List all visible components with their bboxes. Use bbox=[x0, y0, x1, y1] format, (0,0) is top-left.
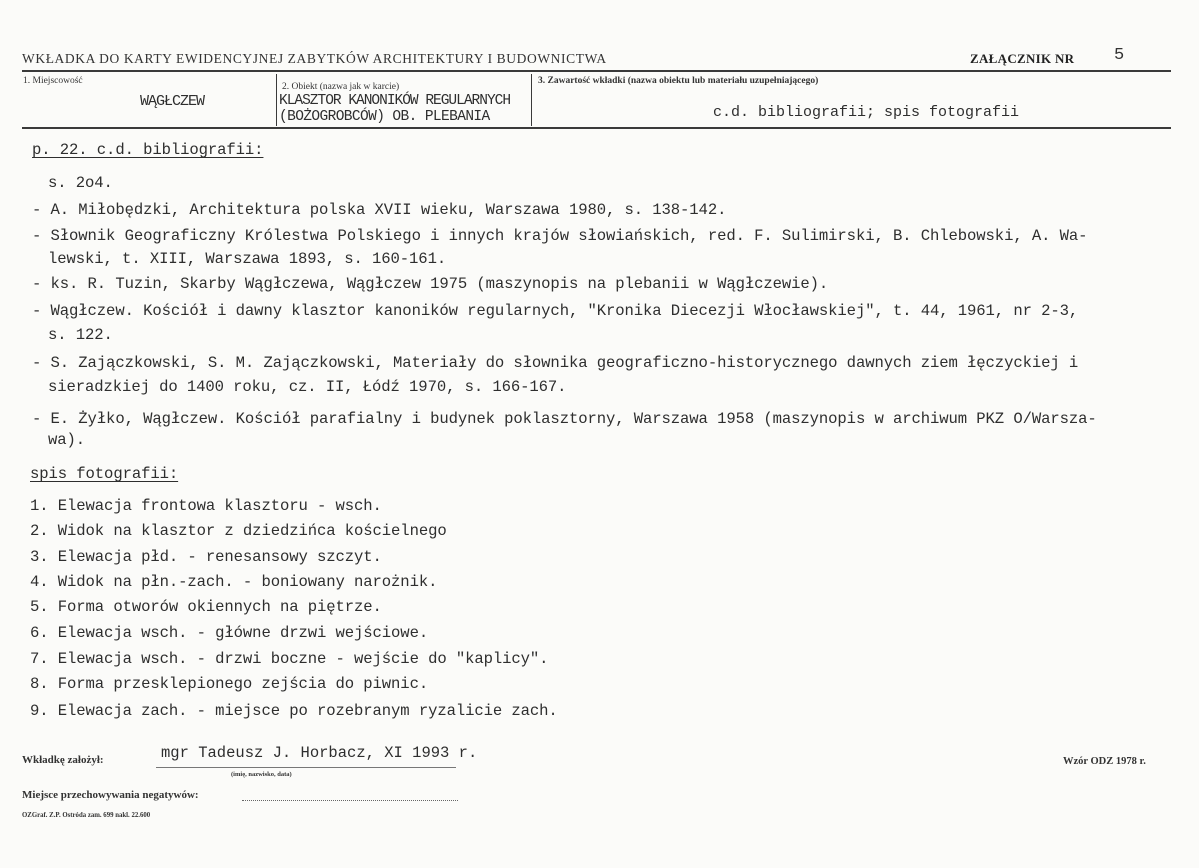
author-value: mgr Tadeusz J. Horbacz, XI 1993 r. bbox=[161, 744, 478, 762]
field-1-label: 1. Miejscowość bbox=[23, 76, 83, 86]
bib-line: - S. Zajączkowski, S. M. Zajączkowski, Materiały do słownika geograficzno-historycznego dawnych ziem łęczyckiej i bbox=[32, 354, 1079, 372]
negatives-underline bbox=[242, 800, 458, 801]
bib-line: - E. Żyłko, Wągłczew. Kościół parafialny i budynek poklasztorny, Warszawa 1958 (maszynopis w archiwum PKZ O/Warsza- bbox=[32, 410, 1097, 428]
field-divider-1 bbox=[276, 74, 277, 126]
field-2-label: 2. Obiekt (nazwa jak w karcie) bbox=[282, 82, 400, 92]
bib-line: s. 122. bbox=[48, 326, 113, 344]
field-3-label: 3. Zawartość wkładki (nazwa obiektu lub materiału uzupełniającego) bbox=[538, 76, 819, 86]
bib-line: wa). bbox=[48, 431, 86, 449]
field-1-value: WĄGŁCZEW bbox=[140, 93, 205, 110]
bib-line: - Słownik Geograficzny Królestwa Polskiego i innych krajów słowiańskich, red. F. Sulimirski, B. Chlebowski, A. Wa- bbox=[32, 227, 1088, 245]
photo-item: 8. Forma przesklepionego zejścia do piwnic. bbox=[30, 675, 429, 693]
field-2-line2: (BOŻOGROBCÓW) OB. PLEBANIA bbox=[279, 109, 490, 125]
photo-item: 6. Elewacja wsch. - główne drzwi wejściowe. bbox=[30, 624, 429, 642]
bib-line: - A. Miłobędzki, Architektura polska XVII wieku, Warszawa 1980, s. 138-142. bbox=[32, 201, 727, 219]
photo-item: 2. Widok na klasztor z dziedzińca kościelnego bbox=[30, 522, 447, 540]
header-rule-bottom bbox=[22, 127, 1171, 129]
bib-line: - ks. R. Tuzin, Skarby Wągłczewa, Wągłczew 1975 (maszynopis na plebanii w Wągłczewie). bbox=[32, 275, 829, 293]
form-title: WKŁADKA DO KARTY EWIDENCYJNEJ ZABYTKÓW ARCHITEKTURY I BUDOWNICTWA bbox=[22, 51, 607, 66]
photo-item: 9. Elewacja zach. - miejsce po rozebranym ryzalicie zach. bbox=[30, 702, 558, 720]
photo-item: 5. Forma otworów okiennych na piętrze. bbox=[30, 598, 382, 616]
author-hint: (imię, nazwisko, data) bbox=[231, 771, 292, 778]
bib-line: s. 2o4. bbox=[48, 174, 113, 192]
header-rule-top bbox=[22, 70, 1171, 72]
bib-line: lewski, t. XIII, Warszawa 1893, s. 160-161. bbox=[48, 250, 447, 268]
bib-line: - Wągłczew. Kościół i dawny klasztor kanoników regularnych, "Kronika Diecezji Włocławskiej", t. 44, 1961, nr 2-3, bbox=[32, 302, 1079, 320]
author-underline bbox=[156, 767, 456, 768]
photo-item: 1. Elewacja frontowa klasztoru - wsch. bbox=[30, 497, 382, 515]
photo-item: 4. Widok na płn.-zach. - boniowany narożnik. bbox=[30, 573, 438, 591]
author-label: Wkładkę założył: bbox=[22, 754, 104, 766]
attachment-label: ZAŁĄCZNIK NR bbox=[970, 51, 1075, 66]
field-2-line1: KLASZTOR KANONIKÓW REGULARNYCH bbox=[279, 93, 511, 109]
bibliography-heading: p. 22. c.d. bibliografii: bbox=[32, 141, 264, 159]
form-code: Wzór ODZ 1978 r. bbox=[1063, 756, 1146, 767]
photo-item: 3. Elewacja płd. - renesansowy szczyt. bbox=[30, 548, 382, 566]
field-3-value: c.d. bibliografii; spis fotografii bbox=[713, 104, 1020, 121]
photos-heading: spis fotografii: bbox=[30, 465, 179, 483]
print-info: OZGraf. Z.P. Ostróda zam. 699 nakl. 22.600 bbox=[22, 812, 151, 819]
field-divider-2 bbox=[531, 74, 532, 126]
photo-item: 7. Elewacja wsch. - drzwi boczne - wejście do "kaplicy". bbox=[30, 650, 549, 668]
bib-line: sieradzkiej do 1400 roku, cz. II, Łódź 1970, s. 166-167. bbox=[48, 378, 567, 396]
attachment-number: 5 bbox=[1114, 46, 1125, 65]
negatives-label: Miejsce przechowywania negatywów: bbox=[22, 789, 199, 801]
